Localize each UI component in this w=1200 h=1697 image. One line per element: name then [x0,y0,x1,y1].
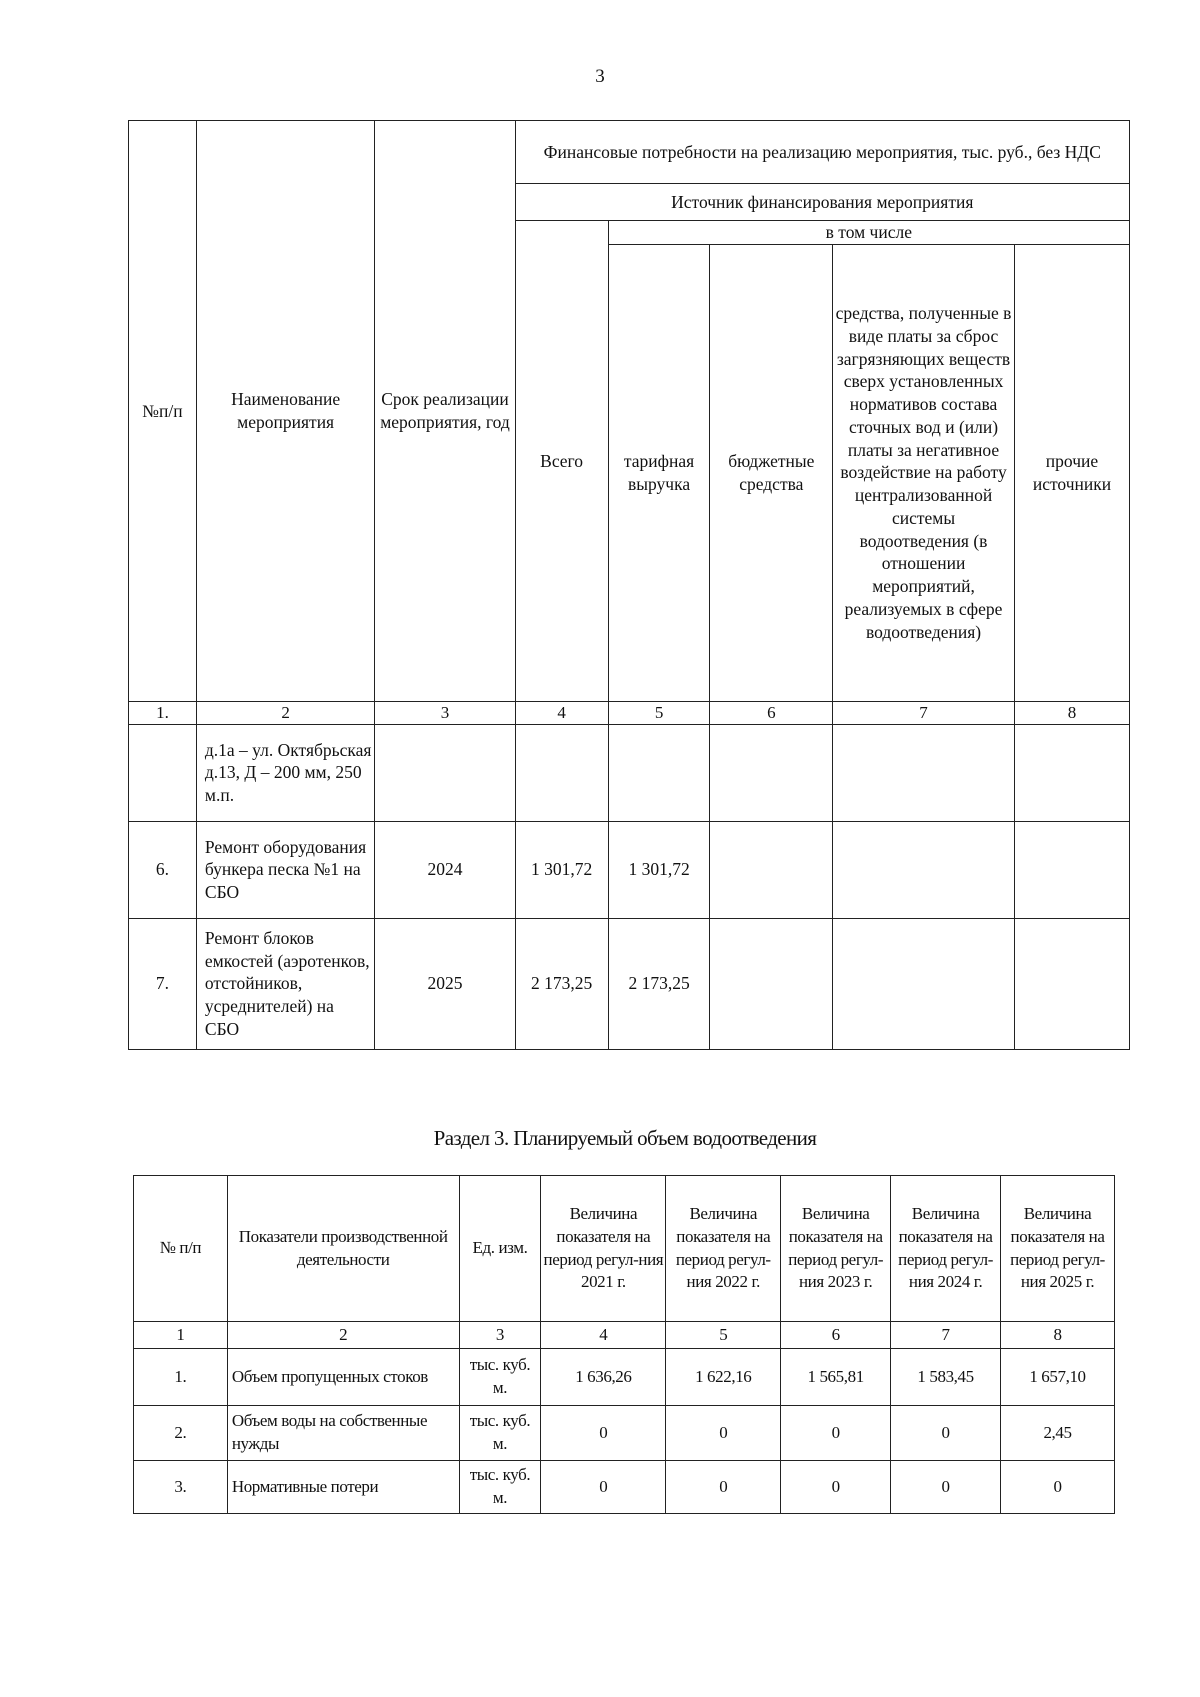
row-fees [833,918,1015,1049]
row-indicator: Объем воды на собственные нужды [227,1406,459,1461]
row-value-2024: 1 583,45 [891,1349,1001,1406]
table-row [129,724,1130,821]
row-year: 2024 [375,821,515,918]
header-including: в том числе [608,221,1129,245]
row-fees [833,724,1015,821]
row-value-2025: 2,45 [1001,1406,1115,1461]
row-value-2023: 0 [781,1406,891,1461]
row-other [1014,821,1129,918]
table-row [134,1406,1115,1461]
row-total: 2 173,25 [515,918,608,1049]
row-name: д.1а – ул. Октябрьская д.13, Д – 200 мм, 250 м.п. [196,724,375,821]
col-number: 5 [666,1322,781,1349]
row-tariff [608,724,710,821]
col-number: 6 [710,701,833,724]
row-other [1014,918,1129,1049]
header-num: № п/п [134,1176,228,1322]
col-number: 4 [541,1322,666,1349]
col-number: 6 [781,1322,891,1349]
header-2023: Величина показателя на период регул-ния 2023 г. [781,1176,891,1322]
header-tariff: тарифная выручка [608,244,710,701]
row-unit: тыс. куб. м. [459,1406,541,1461]
row-unit: тыс. куб. м. [459,1349,541,1406]
header-num: №п/п [129,121,197,702]
row-indicator: Объем пропущенных стоков [227,1349,459,1406]
row-value-2023: 1 565,81 [781,1349,891,1406]
financing-table [128,120,1130,1050]
col-number: 1. [129,701,197,724]
row-value-2022: 0 [666,1461,781,1514]
row-value-2021: 0 [541,1406,666,1461]
row-year [375,724,515,821]
header-2025: Величина показателя на период регул-ния 2025 г. [1001,1176,1115,1322]
row-name: Ремонт блоков емкостей (аэротенков, отстойников, усреднителей) на СБО [196,918,375,1049]
row-num: 2. [134,1406,228,1461]
row-num: 1. [134,1349,228,1406]
col-number: 3 [459,1322,541,1349]
table-row [134,1461,1115,1514]
row-budget [710,821,833,918]
col-number: 8 [1014,701,1129,724]
row-total [515,724,608,821]
wastewater-volume-table [133,1175,1115,1514]
row-value-2023: 0 [781,1461,891,1514]
table-row [129,918,1130,1049]
row-value-2021: 1 636,26 [541,1349,666,1406]
row-value-2025: 0 [1001,1461,1115,1514]
row-budget [710,918,833,1049]
header-total: Всего [515,221,608,702]
row-value-2025: 1 657,10 [1001,1349,1115,1406]
row-value-2022: 1 622,16 [666,1349,781,1406]
header-2022: Величина показателя на период регул-ния 2022 г. [666,1176,781,1322]
col-number: 8 [1001,1322,1115,1349]
header-other: прочие источники [1014,244,1129,701]
col-number: 2 [227,1322,459,1349]
row-tariff: 1 301,72 [608,821,710,918]
col-number: 5 [608,701,710,724]
row-indicator: Нормативные потери [227,1461,459,1514]
header-2024: Величина показателя на период регул-ния 2024 г. [891,1176,1001,1322]
row-tariff: 2 173,25 [608,918,710,1049]
row-value-2024: 0 [891,1461,1001,1514]
table-row [134,1349,1115,1406]
row-year: 2025 [375,918,515,1049]
row-total: 1 301,72 [515,821,608,918]
row-num: 3. [134,1461,228,1514]
page-number: 3 [595,66,605,87]
col-number: 7 [891,1322,1001,1349]
row-num [129,724,197,821]
header-name: Наименование мероприятия [196,121,375,702]
section-title: Раздел 3. Планируемый объем водоотведения [433,1126,817,1150]
header-financial: Финансовые потребности на реализацию мероприятия, тыс. руб., без НДС [515,121,1129,184]
header-fees: средства, полученные в виде платы за сброс загрязняющих веществ сверх установленных нормативов состава сточных вод и (или) платы за негативное воздействие на работу централизованной системы водоотведения (в отношении мероприятий, реализуемых в сфере водоотведения) [833,244,1015,701]
row-value-2021: 0 [541,1461,666,1514]
row-num: 6. [129,821,197,918]
header-source: Источник финансирования мероприятия [515,184,1129,221]
col-number: 4 [515,701,608,724]
table-row [129,821,1130,918]
header-unit: Ед. изм. [459,1176,541,1322]
col-number: 3 [375,701,515,724]
row-num: 7. [129,918,197,1049]
col-number: 1 [134,1322,228,1349]
row-fees [833,821,1015,918]
row-unit: тыс. куб. м. [459,1461,541,1514]
col-number: 7 [833,701,1015,724]
row-budget [710,724,833,821]
row-name: Ремонт оборудования бункера песка №1 на СБО [196,821,375,918]
header-term: Срок реализации мероприятия, год [375,121,515,702]
col-number: 2 [196,701,375,724]
row-value-2024: 0 [891,1406,1001,1461]
header-indicator: Показатели производственной деятельности [227,1176,459,1322]
header-budget: бюджетные средства [710,244,833,701]
row-value-2022: 0 [666,1406,781,1461]
row-other [1014,724,1129,821]
header-2021: Величина показателя на период регул-ния 2021 г. [541,1176,666,1322]
